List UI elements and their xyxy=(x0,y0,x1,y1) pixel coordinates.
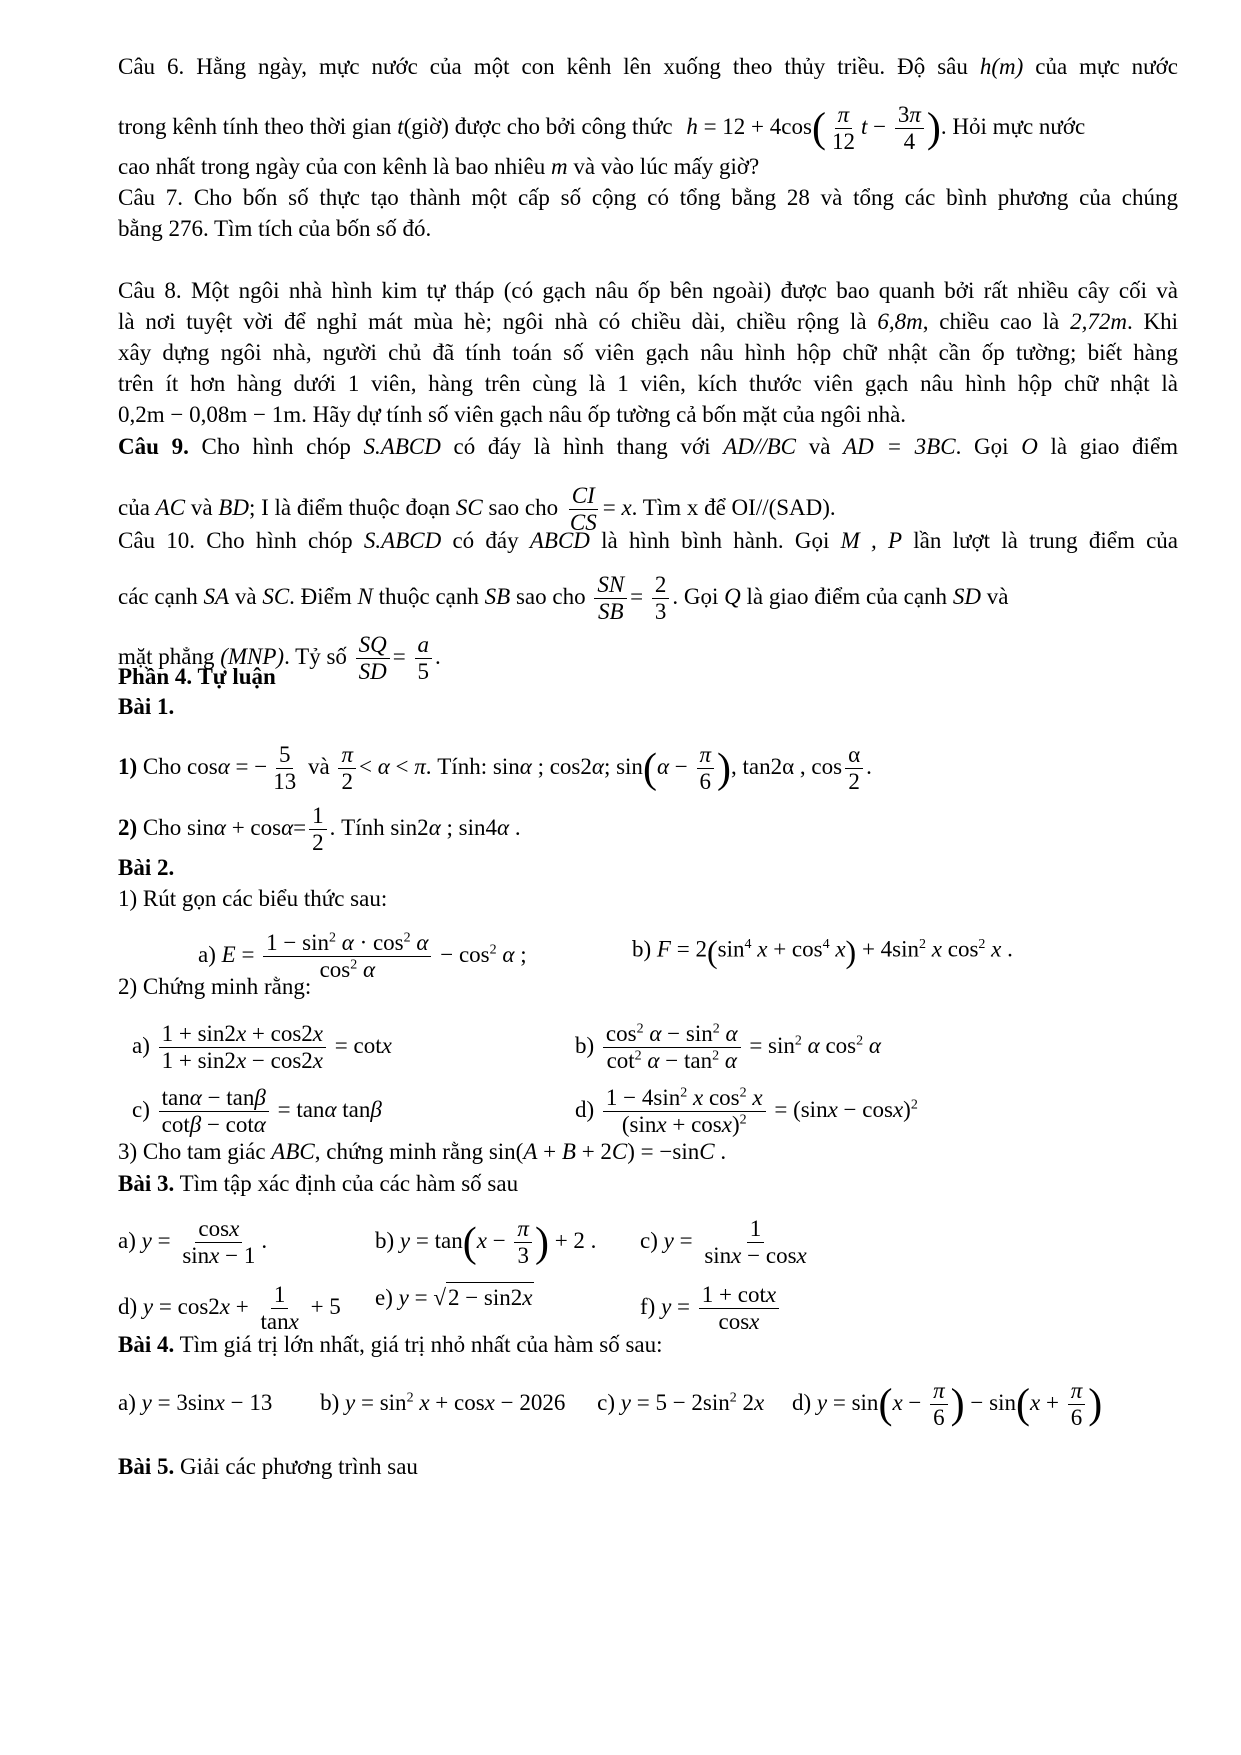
cau10-line3: mặt phẳng (MNP). Tỷ số $\frac{SQ}{SD}$ = $\frac{a}{5}$ . xyxy=(118,632,441,685)
cau8-line3: xây dựng ngôi nhà, người chủ đã tính toán số viên gạch nâu hình hộp chữ nhật cần ốp tường; biết hàng xyxy=(118,340,1178,365)
bai3-c: c) y = $\frac{1}{\sin x - \cos x}$ xyxy=(640,1216,807,1269)
bai3-a: a) y = $\frac{\cos x}{\sin x - 1}$ . xyxy=(118,1216,268,1269)
cau7-line1: Câu 7. Cho bốn số thực tạo thành một cấp số cộng có tổng bằng 28 và tổng các bình phương của chúng xyxy=(118,185,1178,210)
fraction-sn-sb: $\frac{SN}{SB}$ xyxy=(594,572,627,626)
bai2-2b: b) $\frac{\cos^2 \alpha - \sin^2 \alpha}{\cot^2 \alpha - \tan^2 \alpha}$ = $\sin^2 \alpha$ $\cos^2 \alpha$ xyxy=(575,1021,881,1074)
bai3-e: e) y = √2 − sin2x xyxy=(375,1282,534,1313)
bai4-items xyxy=(118,1378,1178,1432)
bai4-a: a) y = 3sinx − 13 xyxy=(118,1390,273,1416)
bai4-heading: Bài 4. Tìm giá trị lớn nhất, giá trị nhỏ nhất của hàm số sau: xyxy=(118,1332,663,1357)
cau8-line2: là nơi tuyệt vời để nghỉ mát mùa hè; ngôi nhà có chiều dài, chiều rộng là 6,8m, chiều cao là 2,72m. Khi xyxy=(118,309,1179,334)
cau9-line1: Câu 9. Cho hình chóp S.ABCD có đáy là hình thang với AD//BC và AD = 3BC. Gọi O là giao điểm xyxy=(118,434,1179,459)
bai2-2c: c) $\frac{\tan\alpha - \tan\beta}{\cot\beta - \cot\alpha}$ = tanα tanβ xyxy=(132,1085,382,1138)
cau6-label: Câu 6. xyxy=(118,54,185,79)
bai4-d: d) y = sin(x − $\frac{\pi}{6}$ ) − sin(x + $\frac{\pi}{6}$ ) xyxy=(791,1378,1103,1431)
fraction-sq-sd: $\frac{SQ}{SD}$ xyxy=(356,632,390,686)
cau6-line2: trong kênh tính theo thời gian t(giờ) được cho bởi công thức h = 12 + 4cos( $\frac{\pi}{12}$ t − $\frac{3\pi}{4}$ ). Hỏi mực nước xyxy=(118,102,1086,155)
bai5-heading: Bài 5. Giải các phương trình sau xyxy=(118,1454,418,1479)
bai2-s3: 3) Cho tam giác ABC, chứng minh rằng sin(A + B + 2C) = −sinC . xyxy=(118,1139,727,1164)
cau8-line5: 0,2m − 0,08m − 1m. Hãy dự tính số viên gạch nâu ốp tường cả bốn mặt của ngôi nhà. xyxy=(118,402,907,427)
bai1-part2: 2) Cho sinα + cosα= $\frac{1}{2}$ . Tính sin2α ; sin4α . xyxy=(118,803,521,856)
bai3-d: d) y = cos2x + $\frac{1}{\tan x}$ + 5 xyxy=(118,1282,341,1335)
section-title-phan4: Phần 4. Tự luận xyxy=(118,664,276,689)
cau7-line2: bằng 276. Tìm tích của bốn số đó. xyxy=(118,216,432,241)
bai1-part1: 1) Cho cosα = − $\frac{5}{13}$ và $\frac{\pi}{2}$ < α < π. Tính: sinα ; cos2α; sin(α − $\frac{\pi}{6}$ ), tan2α , cos $\frac{\alpha}{2}$ . xyxy=(118,742,872,795)
bai3-f: f) y = $\frac{1 + \cot x}{\cos x}$ xyxy=(640,1282,782,1336)
bai3-heading: Bài 3. Tìm tập xác định của các hàm số sau xyxy=(118,1171,519,1196)
bai2-title: Bài 2. xyxy=(118,855,175,880)
cau9-label: Câu 9. xyxy=(118,434,189,459)
cau8-line4: trên ít hơn hàng dưới 1 viên, hàng trên cùng là 1 viên, kích thước viên gạch nâu hình hộp chữ nhật là xyxy=(118,371,1178,396)
cau9-line2: của AC và BD; I là điểm thuộc đoạn SC sao cho $\frac{CI}{CS}$ = x. Tìm x để OI//(SAD). xyxy=(118,483,836,536)
cau8-line1: Câu 8. Một ngôi nhà hình kim tự tháp (có gạch nâu ốp bên ngoài) được bao quanh bởi rất nhiều cây cối và xyxy=(118,278,1178,303)
bai4-b: b) $y = \sin^2 x + \cos x - 2026$ xyxy=(320,1390,566,1416)
cau8-label: Câu 8. xyxy=(118,278,182,303)
bai2-s1: 1) Rút gọn các biểu thức sau: xyxy=(118,886,388,911)
cau10-line1: Câu 10. Cho hình chóp S.ABCD có đáy ABCD là hình bình hành. Gọi M , P lần lượt là trung điểm của xyxy=(118,528,1179,553)
bai2-1b: b) $F = 2(\sin^4$ $x + \cos^4 x) + 4\sin^2$ x $\cos^2 x$ . xyxy=(632,933,1013,970)
formula-h: h = 12 + 4cos( $\frac{\pi}{12}$ t − $\frac{3\pi}{4}$ ) xyxy=(686,102,941,155)
bai2-s2: 2) Chứng minh rằng: xyxy=(118,974,312,999)
cau6-line3: cao nhất trong ngày của con kênh là bao nhiêu m và vào lúc mấy giờ? xyxy=(118,154,760,179)
cau10-line2: các cạnh SA và SC. Điểm N thuộc cạnh SB sao cho $\frac{SN}{SB}$ = $\frac{2}{3}$ . Gọi Q là giao điểm của cạnh SD và xyxy=(118,572,1009,625)
bai2-2d: d) $\frac{1 - 4\sin^2 x \cos^2 x}{(\sin x + \cos x)^2}$ = $(\sin x - \cos x)^2$ xyxy=(575,1085,918,1138)
bai2-2a: a) $\frac{1 + \sin 2x + \cos 2x}{1 + \sin 2x - \cos 2x}$ = cotx xyxy=(132,1021,392,1074)
bai2-1a: a) E = $\frac{1 - \sin^2 \alpha \cdot \cos^2 \alpha}{\cos^2 \alpha}$ − $\cos^2 \alpha$ ; xyxy=(198,930,527,983)
bai4-c: c) $y = 5 - 2\sin^2$ 2x xyxy=(597,1390,765,1416)
cau7-label: Câu 7. xyxy=(118,185,184,210)
fraction-ci-cs: $\frac{CI}{CS}$ xyxy=(569,483,597,536)
bai1-title: Bài 1. xyxy=(118,694,175,719)
cau6-line1: Câu 6. Hằng ngày, mực nước của một con kênh lên xuống theo thủy triều. Độ sâu h(m) của mực nước xyxy=(118,54,1178,79)
cau10-label: Câu 10. xyxy=(118,528,196,553)
bai3-b: b) y = tan(x − $\frac{\pi}{3}$ ) + 2 . xyxy=(375,1216,597,1269)
